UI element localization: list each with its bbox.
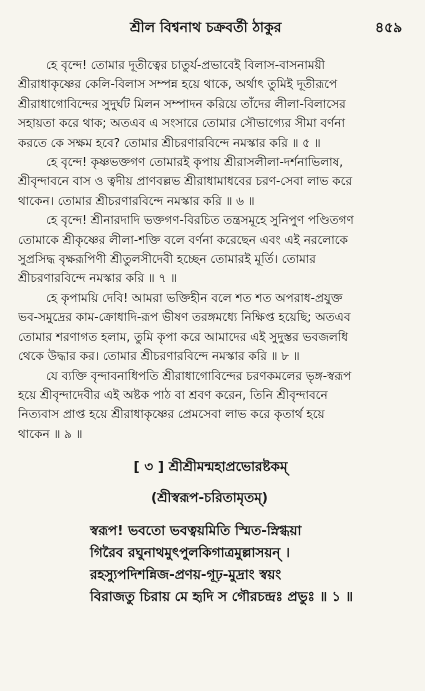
text-line: নিত্যবাস প্রাপ্ত হয়ে শ্রীরাধাকৃষ্ণের প্রেমসেবা লাভ করে কৃতার্থ হয়ে [18,407,325,422]
page-header [18,8,413,34]
text-line: শ্রীবৃন্দাবনে বাস ও ত্বদীয় প্রাণবল্লভ শ্রীরাধামাধবের চরণ-সেবা লাভ করে [18,174,353,189]
text-line: শ্রীরাধাগোবিন্দের সুদুর্ঘট মিলন সম্পাদন করিয়ে তাঁদের লীলা-বিলাসের [18,96,346,111]
text-line: সুপ্রসিদ্ধ বৃক্ষরূপিণী শ্রীতুলসীদেবী হচ্ছেন তোমারই মূর্তি। তোমার [18,252,316,267]
text-line: তোমার শরণাগত হলাম, তুমি কৃপা করে আমাদের এই সুদুস্তর ভবজলধি [18,329,349,344]
text-line: থাকেন ॥ ৯ ॥ [18,426,83,441]
verse-line: গিরৈব রঘুনাথমুৎপুলকিগাত্রমুল্লাসয়ন্ । [90,545,290,562]
paragraph-verse-5 [18,56,413,153]
chapter-subtitle: (শ্রীস্বরূপ-চরিতামৃতম্) [151,490,268,507]
text-line: ভব-সমুদ্রের কাম-ক্রোধাদি-রূপ ভীষণ তরঙ্গমধ্যে নিক্ষিপ্ত হয়েছি; অতএব [18,310,351,325]
paragraph-verse-8 [18,289,413,367]
text-line: করতে কে সক্ষম হবে? তোমার শ্রীচরণারবিন্দে নমস্কার করি ॥ ৫ ॥ [18,135,321,150]
verse-line: বিরাজতু চিরায় মে হৃদি স গৌরচন্দ্রঃ প্রভুঃ ॥ ১ ॥ [90,589,353,606]
paragraph-verse-9 [18,367,413,445]
text-line: যে ব্যক্তি বৃন্দাবনাধিপতি শ্রীরাধাগোবিন্দের চরণকমলের ভৃঙ্গ-স্বরূপ [46,368,352,383]
running-title: শ্রীল বিশ্বনাথ চক্রবর্তী ঠাকুর [130,20,282,36]
text-line: হে বৃন্দে! তোমার দূতীত্বের চাতুর্য-প্রভাবেই বিলাস-বাসনাময়ী [46,58,325,72]
chapter-heading: [ ৩ ] শ্রীশ্রীমন্মহাপ্রভোরষ্টকম্ [133,459,288,476]
page-body [18,56,413,608]
paragraph-verse-6 [18,153,413,211]
paragraph-verse-7 [18,211,413,289]
page-number: ৪৫৯ [375,20,403,36]
verse-line: স্বরূপ! ভবতো ভবত্বয়মিতি স্মিত-স্নিগ্ধয়া [90,523,302,540]
verse-line: রহস্যুপদিশন্নিজ-প্রণয়-গূঢ়-মুদ্রাং স্বয়ং [90,567,282,584]
text-line: থেকে উদ্ধার কর। তোমার শ্রীচরণারবিন্দে নমস্কার করি ॥ ৮ ॥ [18,349,300,364]
text-line: শ্রীরাধাকৃষ্ণের কেলি-বিলাস সম্পন্ন হয়ে থাকে, অর্থাৎ তুমিই দূতীরূপে [18,77,338,92]
sanskrit-verse [18,520,413,608]
text-line: তোমাকে শ্রীকৃষ্ণের লীলা-শক্তি বলে বর্ণনা করেছেন এবং এই নরলোকে [18,232,348,247]
text-line: হে বৃন্দে! কৃষ্ণভক্তগণ তোমারই কৃপায় শ্রীরাসলীলা-দর্শনাভিলাষ, [46,155,344,170]
text-line: হে বৃন্দে! শ্রীনারদাদি ভক্তগণ-বিরচিত তন্ত্রসমূহে সুনিপুণ পণ্ডিতগণ [46,213,354,228]
text-line: হে কৃপাময়ি দেবি! আমরা ভক্তিহীন বলে শত শত অপরাধ-প্রযুক্ত [46,290,343,305]
text-line: থাকেন। তোমার শ্রীচরণারবিন্দে নমস্কার করি ॥ ৬ ॥ [18,193,255,208]
text-line: সহায়তা করে থাক; অতএব এ সংসারে তোমার সৌভাগ্যের সীমা বর্ণনা [18,116,345,131]
text-line: হয়ে শ্রীবৃন্দাদেবীর এই অষ্টক পাঠ বা শ্রবণ করেন, তিনি শ্রীবৃন্দাবনে [18,387,328,402]
text-line: শ্রীচরণারবিন্দে নমস্কার করি ॥ ৭ ॥ [18,271,177,286]
